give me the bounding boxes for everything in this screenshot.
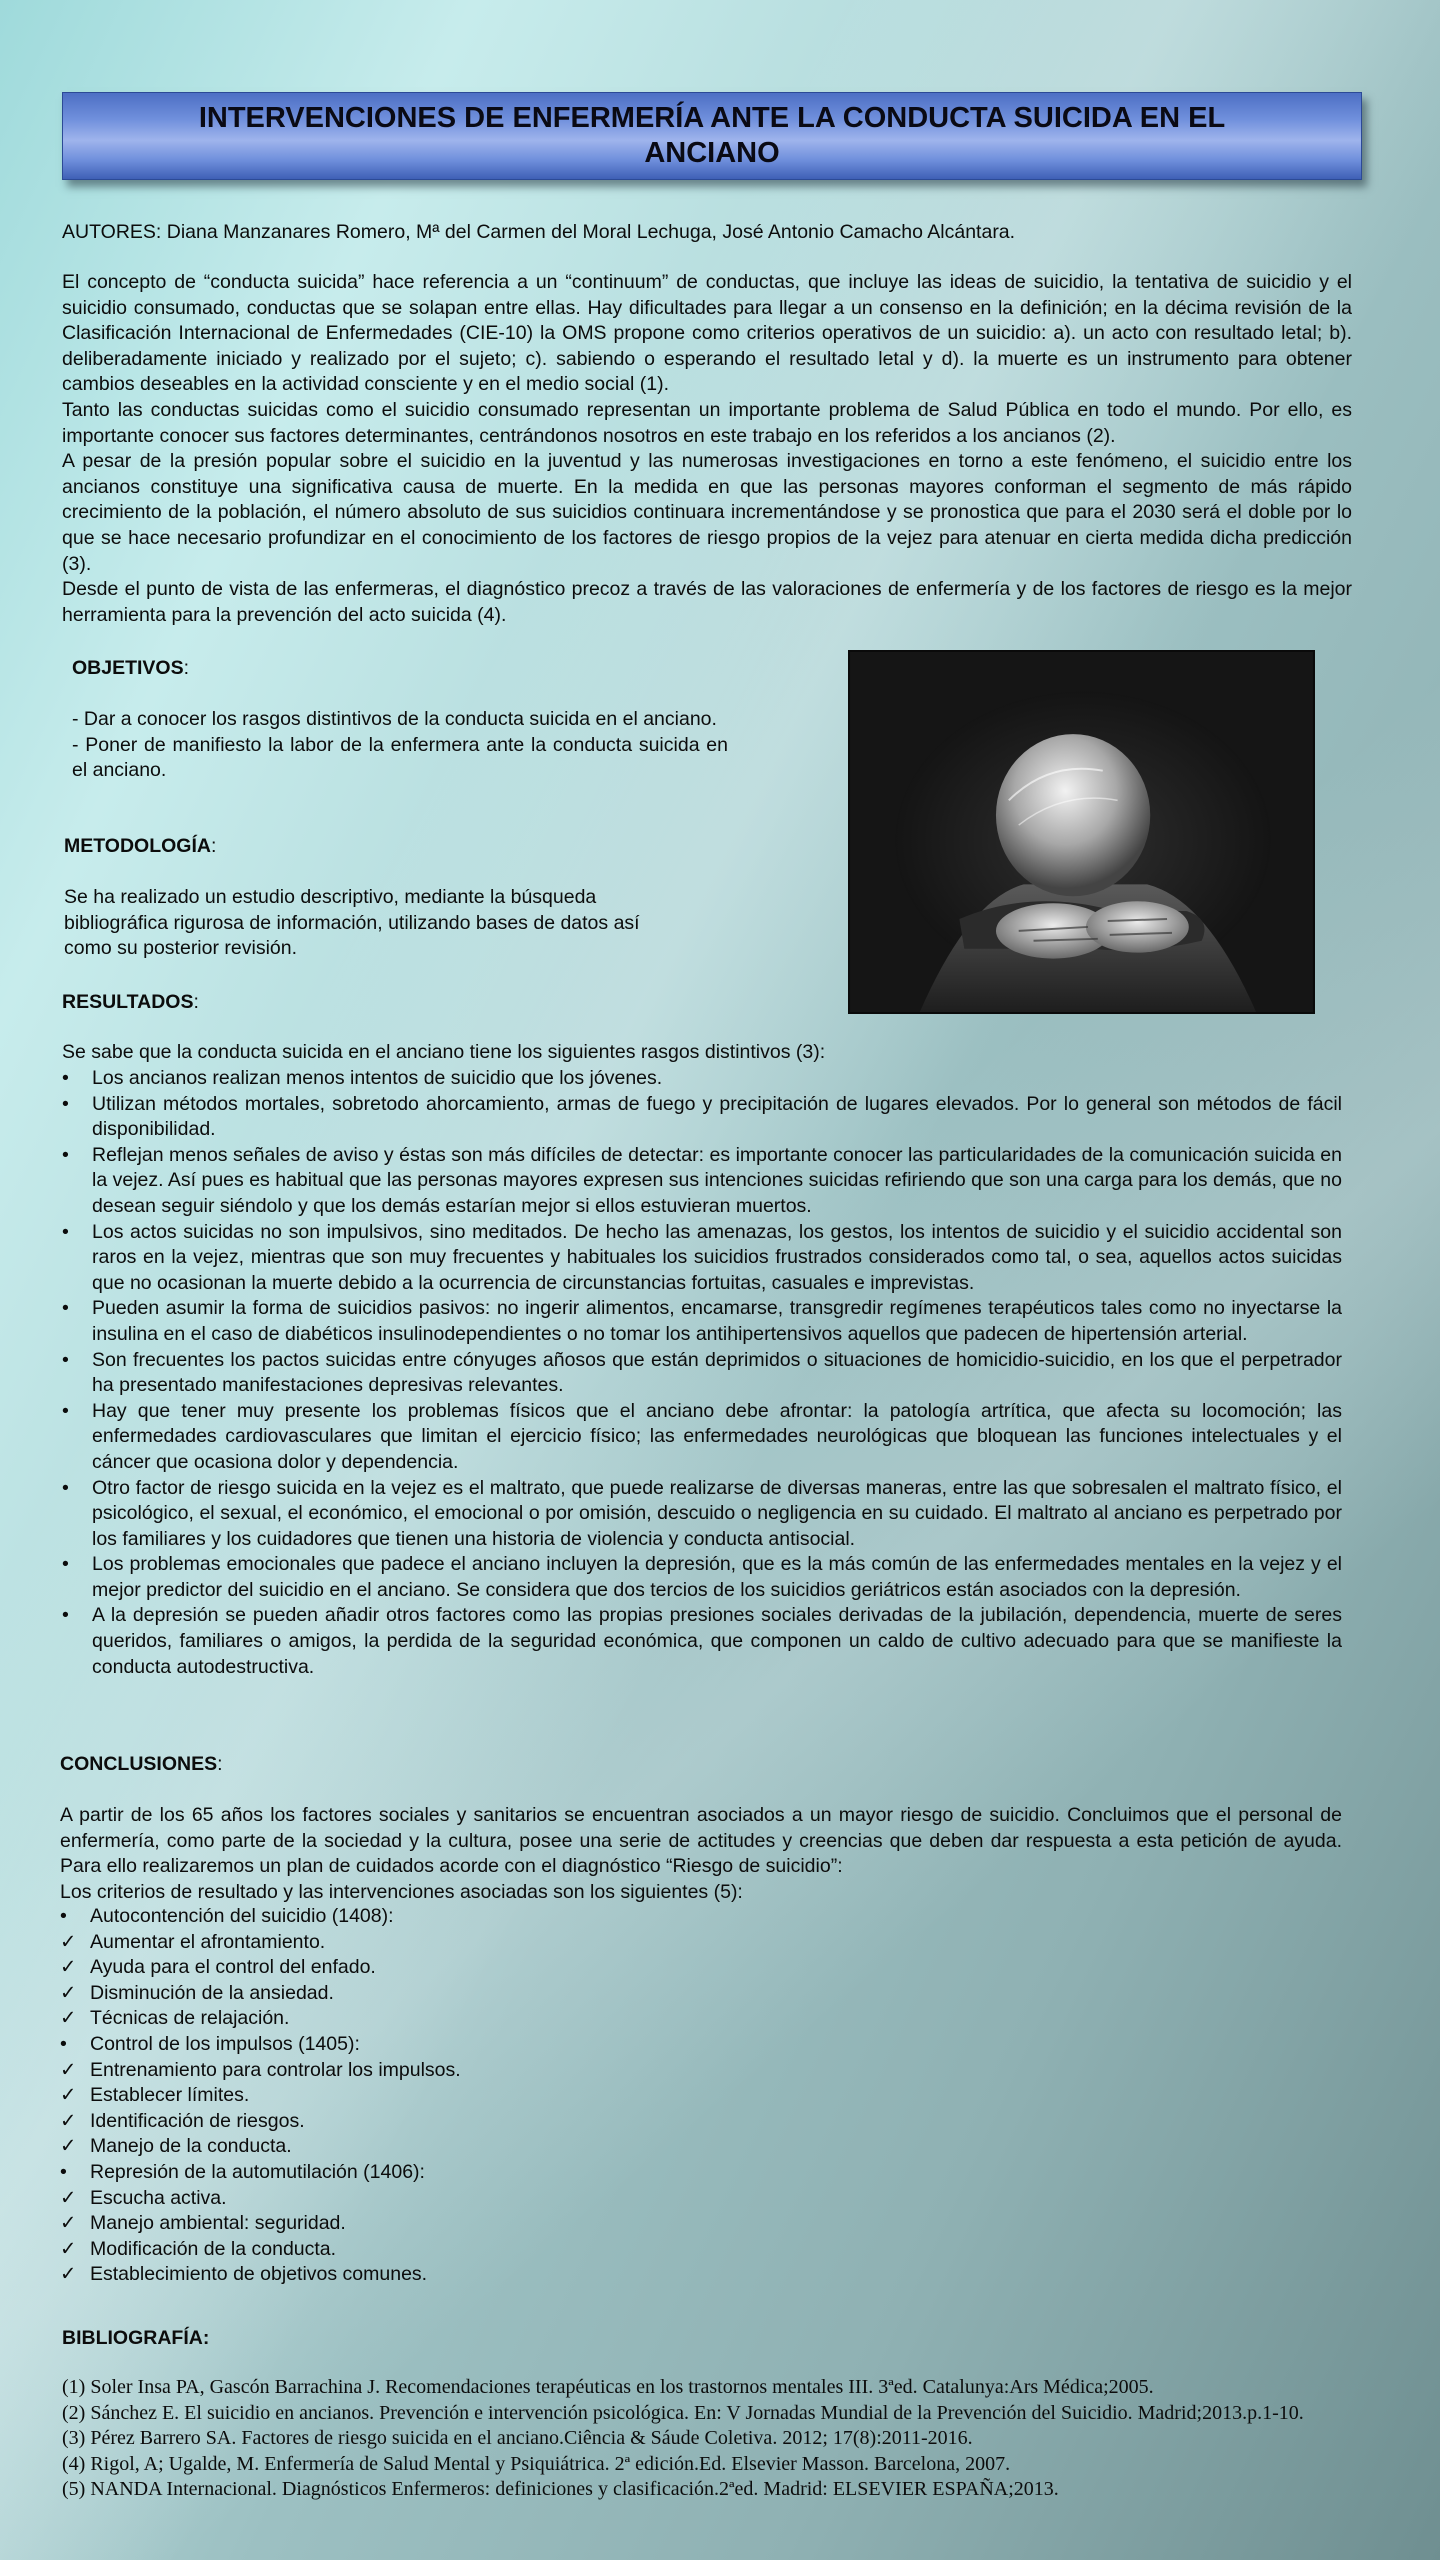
check-icon: ✓ xyxy=(60,2135,77,2158)
resultado-item: • Los problemas emocionales que padece el anciano incluyen la depresión, que es la más común de las enfermedades mentales en la vejez y el mejor predictor del suicidio en el anciano. Se considera que dos tercios de los suicidios geriátricos están asociados con la depresión. xyxy=(62,1553,1342,1601)
bullet-icon: • xyxy=(62,1143,69,1166)
reference-item: (4) Rigol, A; Ugalde, M. Enfermería de Salud Mental y Psiquiátrica. 2ª edición.Ed. Elsevier Masson. Barcelona, 2007. xyxy=(62,2452,1011,2475)
bullet-icon: • xyxy=(62,1553,69,1576)
intro-paragraph: Desde el punto de vista de las enfermeras, el diagnóstico precoz a través de las valoraciones de enfermería y de los factores de riesgo es la mejor herramienta para la prevención del acto suicida (4). xyxy=(62,578,1352,626)
bibliografia-list xyxy=(62,2375,1352,2503)
check-icon: ✓ xyxy=(60,2109,77,2132)
bullet-icon: • xyxy=(62,1604,69,1627)
bullet-icon: • xyxy=(62,1399,69,1422)
poster-title: INTERVENCIONES DE ENFERMERÍA ANTE LA CONDUCTA SUICIDA EN EL ANCIANO xyxy=(198,102,1226,169)
title-banner xyxy=(62,92,1362,180)
check-icon: ✓ xyxy=(60,2212,77,2235)
criteria-list xyxy=(60,1904,960,2288)
check-icon: ✓ xyxy=(60,1981,77,2004)
criteria-item: ✓ Aumentar el afrontamiento. xyxy=(60,1930,960,1956)
bullet-icon: • xyxy=(62,1220,69,1243)
criteria-item: ✓ Establecer límites. xyxy=(60,2083,960,2109)
bullet-icon: • xyxy=(60,2032,67,2055)
conclusiones-paragraph: A partir de los 65 años los factores sociales y sanitarios se encuentran asociados a un mayor riesgo de suicidio. Concluimos que el personal de enfermería, como parte de la sociedad y la cultura, posee una serie de actitudes y creencias que deben dar respuesta a esta petición de ayuda. Para ello realizaremos un plan de cuidados acorde con el diagnóstico “Riesgo de suicidio”: xyxy=(60,1804,1342,1878)
resultado-item: • Reflejan menos señales de aviso y éstas son más difíciles de detectar: es importante conocer las particularidades de la comunicación suicida en la vejez. Así pues es habitual que las personas mayores expresen sus intenciones suicidas refiriendo que son una carga para los demás, que no desean seguir siéndolo y que los demás estarían mejor si ellos estuvieran muertos. xyxy=(62,1143,1342,1217)
criteria-item: ✓ Entrenamiento para controlar los impulsos. xyxy=(60,2058,960,2084)
bullet-icon: • xyxy=(60,2160,67,2183)
objetivo-item: - Poner de manifiesto la labor de la enfermera ante la conducta suicida en el anciano. xyxy=(72,733,728,782)
reference-item: (2) Sánchez E. El suicidio en ancianos. Prevención e intervención psicológica. En: V Jornadas Mundial de la Prevención del Suicidio. Madrid;2013.p.1-10. xyxy=(62,2401,1304,2424)
conclusiones-heading: CONCLUSIONES: xyxy=(60,1753,223,1775)
criteria-item: ✓ Técnicas de relajación. xyxy=(60,2006,960,2032)
reference-item: (1) Soler Insa PA, Gascón Barrachina J. Recomendaciones terapéuticas en los trastornos mentales III. 3ªed. Catalunya:Ars Médica;2005. xyxy=(62,2376,1154,2398)
check-icon: ✓ xyxy=(60,2007,77,2030)
bullet-icon: • xyxy=(62,1348,69,1371)
check-icon: ✓ xyxy=(60,2084,77,2107)
resultado-item: • Los actos suicidas no son impulsivos, sino meditados. De hecho las amenazas, los gestos, los intentos de suicidio y el suicidio accidental son raros en la vejez, mientras que son muy frecuentes y habituales los suicidios frustrados considerados como tal, o sea, aquellos actos suicidas que no ocasionan la muerte debido a la ocurrencia de circunstancias fortuitas, casuales e imprevistas. xyxy=(62,1220,1342,1294)
criteria-item: ✓ Manejo ambiental: seguridad. xyxy=(60,2211,960,2237)
reference-item: (3) Pérez Barrero SA. Factores de riesgo suicida en el anciano.Ciência & Sáude Coletiva. 2012; 17(8):2011-2016. xyxy=(62,2427,973,2449)
intro-section xyxy=(62,270,1352,628)
metodologia-heading: METODOLOGÍA: xyxy=(64,835,217,857)
check-icon: ✓ xyxy=(60,2186,77,2209)
intro-paragraph: Tanto las conductas suicidas como el suicidio consumado representan un importante problema de Salud Pública en todo el mundo. Por ello, es importante conocer sus factores determinantes, centrándonos nosotros en este trabajo en los referidos a los ancianos (2). xyxy=(62,398,1352,447)
metodologia-text: Se ha realizado un estudio descriptivo, mediante la búsqueda bibliográfica rigurosa de información, utilizando bases de datos así como su posterior revisión. xyxy=(64,886,640,960)
criteria-intro: Los criterios de resultado y las intervenciones asociadas son los siguientes (5): xyxy=(60,1880,743,1903)
criteria-item: ✓ Disminución de la ansiedad. xyxy=(60,1981,960,2007)
elderly-man-image xyxy=(850,652,1313,1012)
bibliografia-heading: BIBLIOGRAFÍA: xyxy=(62,2327,210,2349)
criteria-item: ✓ Manejo de la conducta. xyxy=(60,2134,960,2160)
criteria-item: • Autocontención del suicidio (1408): xyxy=(60,1904,960,1930)
intro-paragraph: El concepto de “conducta suicida” hace referencia a un “continuum” de conductas, que incluye las ideas de suicidio, la tentativa de suicidio y el suicidio consumado, conductas que se solapan entre ellas. Hay dificultades para llegar a un consenso en la definición; en la décima revisión de la Clasificación Internacional de Enfermedades (CIE-10) la OMS propone como criterios operativos de un suicidio: a). un acto con resultado letal; b). deliberadamente iniciado y realizado por el sujeto; c). sabiendo o esperando el resultado letal y d). la muerte es un instrumento para obtener cambios deseables en la actividad consciente y en el medio social (1). xyxy=(62,271,1352,396)
criteria-item: ✓ Ayuda para el control del enfado. xyxy=(60,1955,960,1981)
objetivos-heading: OBJETIVOS: xyxy=(72,657,190,679)
resultados-heading: RESULTADOS: xyxy=(62,991,199,1013)
resultado-item: • Son frecuentes los pactos suicidas entre cónyuges añosos que están deprimidos o situaciones de homicidio-suicidio, en los que el perpetrador ha presentado manifestaciones depresivas relevantes. xyxy=(62,1348,1342,1397)
bullet-icon: • xyxy=(62,1067,69,1089)
bullet-icon: • xyxy=(62,1297,69,1320)
resultado-item: • Utilizan métodos mortales, sobretodo ahorcamiento, armas de fuego y precipitación de lugares elevados. Por lo general son métodos de fácil disponibilidad. xyxy=(62,1092,1342,1141)
criteria-item: ✓ Identificación de riesgos. xyxy=(60,2109,960,2135)
authors-line: AUTORES: Diana Manzanares Romero, Mª del Carmen del Moral Lechuga, José Antonio Camacho Alcántara. xyxy=(62,221,1016,243)
objetivos-list xyxy=(72,707,728,784)
criteria-item: ✓ Modificación de la conducta. xyxy=(60,2237,960,2263)
intro-paragraph: A pesar de la presión popular sobre el suicidio en la juventud y las numerosas investigaciones en torno a este fenómeno, el suicidio entre los ancianos constituye una significativa causa de muerte. En la medida en que las personas mayores conforman el segmento de más rápido crecimiento de la población, el número absoluto de sus suicidios continuara incrementándose y se pronostica que para el 2030 será el doble por lo que se hace necesario profundizar en el conocimiento de los factores de riesgo propios de la vejez para atenuar en cierta medida dicha predicción (3). xyxy=(62,450,1352,575)
bullet-icon: • xyxy=(62,1092,69,1115)
bullet-icon: • xyxy=(62,1476,69,1499)
resultados-intro: Se sabe que la conducta suicida en el anciano tiene los siguientes rasgos distintivos (3): xyxy=(62,1041,826,1063)
criteria-item: • Represión de la automutilación (1406): xyxy=(60,2160,960,2186)
criteria-item: • Control de los impulsos (1405): xyxy=(60,2032,960,2058)
resultado-item: • Los ancianos realizan menos intentos de suicidio que los jóvenes. xyxy=(62,1066,1342,1092)
check-icon: ✓ xyxy=(60,1930,77,1953)
check-icon: ✓ xyxy=(60,1956,77,1979)
conclusiones-text xyxy=(60,1803,1342,1905)
resultado-item: • Otro factor de riesgo suicida en la vejez es el maltrato, que puede realizarse de diversas maneras, entre las que sobresalen el maltrato físico, el psicológico, el sexual, el económico, el emocional o por omisión, descuido o negligencia en su cuidado. El maltrato al anciano es perpetrado por los familiares y los cuidadores que tienen una historia de violencia y conducta antisocial. xyxy=(62,1476,1342,1550)
reference-item: (5) NANDA Internacional. Diagnósticos Enfermeros: definiciones y clasificación.2ªed. Madrid: ELSEVIER ESPAÑA;2013. xyxy=(62,2478,1059,2500)
check-icon: ✓ xyxy=(60,2237,77,2260)
criteria-item: ✓ Establecimiento de objetivos comunes. xyxy=(60,2262,960,2288)
objetivo-item: - Dar a conocer los rasgos distintivos de la conducta suicida en el anciano. xyxy=(72,708,717,730)
check-icon: ✓ xyxy=(60,2263,77,2286)
resultado-item: • Pueden asumir la forma de suicidios pasivos: no ingerir alimentos, encamarse, transgredir regímenes terapéuticos tales como no inyectarse la insulina en el caso de diabéticos insulinodependientes o no tomar los antihipertensivos aquellos que padecen de hipertensión arterial. xyxy=(62,1297,1342,1345)
elderly-man-photo xyxy=(848,650,1315,1014)
criteria-item: ✓ Escucha activa. xyxy=(60,2186,960,2212)
resultados-list xyxy=(62,1066,1342,1680)
resultado-item: • A la depresión se pueden añadir otros factores como las propias presiones sociales derivadas de la jubilación, dependencia, muerte de seres queridos, familiares o amigos, la perdida de la seguridad económica, que componen un caldo de cultivo adecuado para que se manifieste la conducta autodestructiva. xyxy=(62,1604,1342,1678)
bullet-icon: • xyxy=(60,1905,67,1927)
resultado-item: • Hay que tener muy presente los problemas físicos que el anciano debe afrontar: la patología artrítica, que afecta su locomoción; las enfermedades cardiovasculares que limitan el ejercicio físico; las enfermedades neurológicas que bloquean las funciones intelectuales y el cáncer que ocasiona dolor y dependencia. xyxy=(62,1399,1342,1473)
check-icon: ✓ xyxy=(60,2058,77,2081)
